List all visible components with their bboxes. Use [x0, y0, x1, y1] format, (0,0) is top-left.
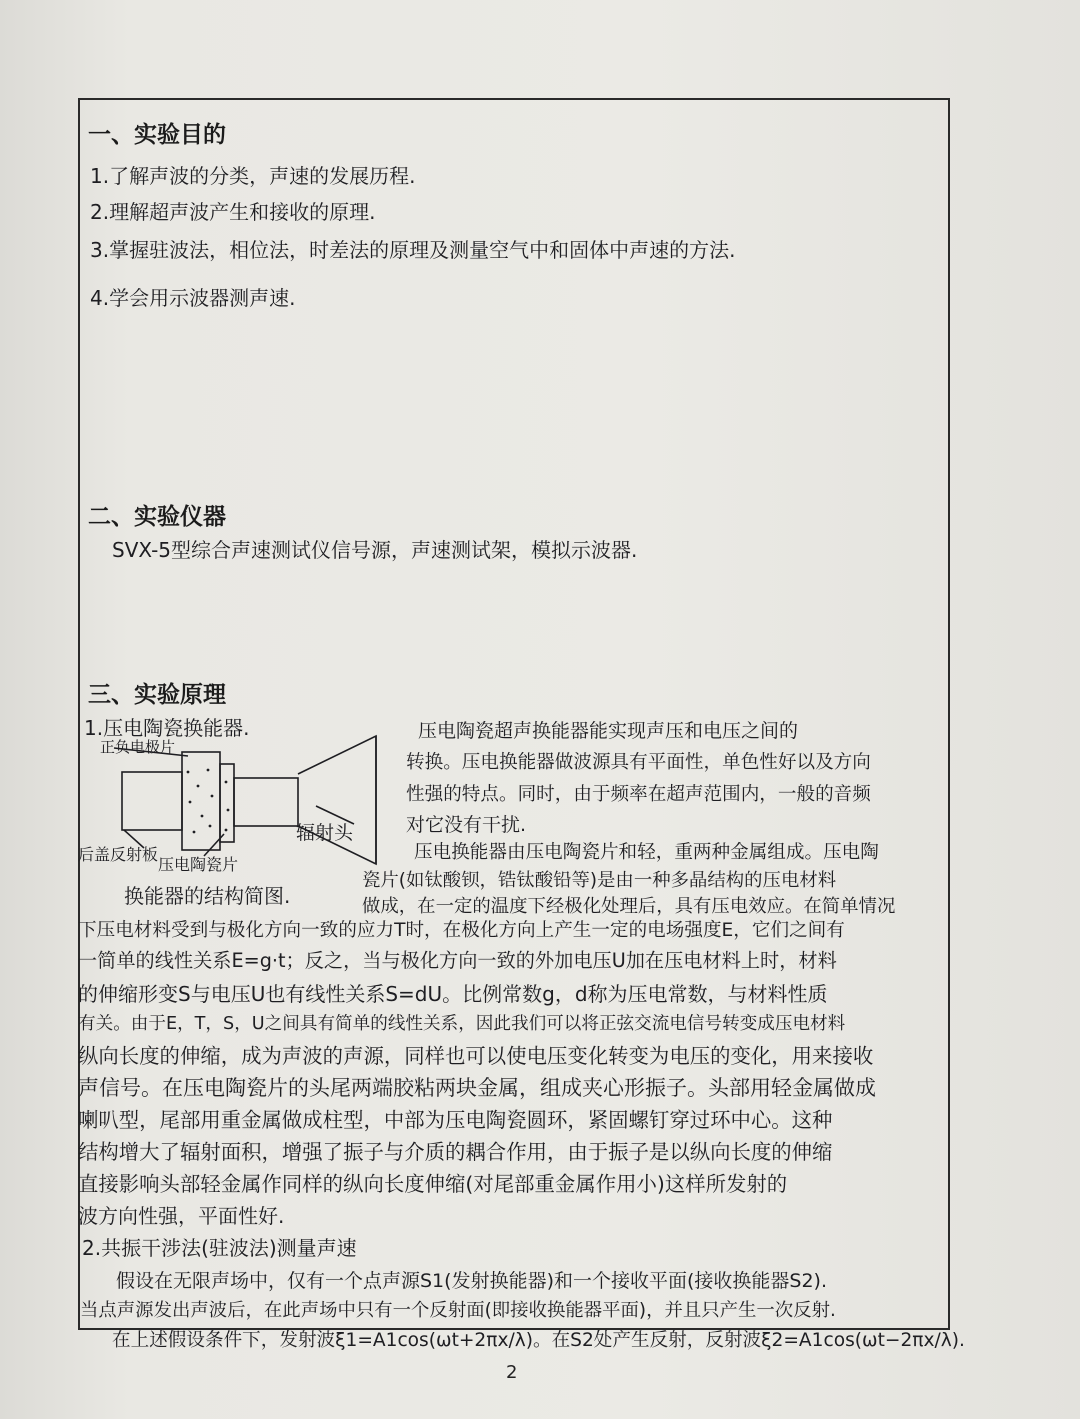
- bolt-section: [234, 778, 298, 826]
- body-line-1: 下压电材料受到与极化方向一致的应力T时，在极化方向上产生一定的电场强度E，它们之间有: [78, 920, 845, 941]
- body-line-8: 结构增大了辐射面积，增强了振子与介质的耦合作用，由于振子是以纵向长度的伸缩: [78, 1140, 833, 1164]
- final-line-1: 假设在无限声场中，仅有一个点声源S1(发射换能器)和一个接收平面(接收换能器S2).: [116, 1270, 827, 1292]
- label-ceramic: 压电陶瓷片: [158, 855, 239, 874]
- final-line-3: 在上述假设条件下，发射波ξ1=A1cos(ωt+2πx/λ)。在S2处产生反射，反射波ξ2=A1cos(ωt−2πx/λ).: [112, 1330, 965, 1351]
- equipment-list: SVX-5型综合声速测试仪信号源，声速测试架，模拟示波器.: [112, 538, 638, 562]
- diagram-caption: 换能器的结构简图.: [124, 884, 291, 908]
- right-line-7: 做成，在一定的温度下经极化处理后，具有压电效应。在简单情况: [362, 896, 896, 917]
- body-line-9: 直接影响头部轻金属作同样的纵向长度伸缩(对尾部重金属作用小)这样所发射的: [78, 1172, 788, 1196]
- body-line-4: 有关。由于E，T，S，U之间具有简单的线性关系，因此我们可以将正弦交流电信号转变成压电材料: [78, 1014, 846, 1034]
- right-line-2: 转换。压电换能器做波源具有平面性，单色性好以及方向: [406, 752, 871, 773]
- right-line-1: 压电陶瓷超声换能器能实现声压和电压之间的: [418, 720, 799, 742]
- body-line-7: 喇叭型，尾部用重金属做成柱型，中部为压电陶瓷圆环，紧固螺钉穿过环中心。这种: [78, 1108, 833, 1132]
- final-line-2: 当点声源发出声波后，在此声场中只有一个反射面(即接收换能器平面)，并且只产生一次反射.: [80, 1300, 836, 1321]
- label-radiator: 辐射头: [296, 822, 354, 844]
- body-line-2: 一简单的线性关系E=g·t；反之，当与极化方向一致的外加电压U加在压电材料上时，材料: [78, 949, 837, 972]
- back-cap-block: [122, 772, 182, 830]
- right-line-4: 对它没有干扰.: [406, 814, 527, 836]
- label-electrode: 正负电极片: [100, 738, 176, 756]
- section1-title: 一、实验目的: [88, 122, 226, 148]
- section2-title: 二、实验仪器: [88, 504, 226, 530]
- subsection2-title: 2.共振干涉法(驻波法)测量声速: [82, 1236, 357, 1260]
- page-number: 2: [506, 1362, 518, 1383]
- label-backcap: 后盖反射板: [78, 845, 159, 864]
- body-line-10: 波方向性强，平面性好.: [78, 1204, 285, 1228]
- objective-2: 2.理解超声波产生和接收的原理.: [90, 200, 376, 224]
- right-line-5: 压电换能器由压电陶瓷片和轻，重两种金属组成。压电陶: [414, 842, 879, 863]
- objective-4: 4.学会用示波器测声速.: [90, 286, 296, 310]
- right-line-3: 性强的特点。同时，由于频率在超声范围内，一般的音频: [406, 784, 871, 805]
- body-line-6: 声信号。在压电陶瓷片的头尾两端胶粘两块金属，组成夹心形振子。头部用轻金属做成: [78, 1076, 876, 1100]
- body-line-5: 纵向长度的伸缩，成为声波的声源，同样也可以使电压变化转变为电压的变化，用来接收: [78, 1044, 874, 1068]
- section3-title: 三、实验原理: [88, 682, 226, 708]
- ceramic-ring-left: [182, 752, 220, 850]
- objective-3: 3.掌握驻波法，相位法，时差法的原理及测量空气中和固体中声速的方法.: [90, 238, 736, 262]
- objective-1: 1.了解声波的分类，声速的发展历程.: [90, 164, 416, 188]
- subsection1-title: 1.压电陶瓷换能器.: [84, 716, 250, 740]
- body-line-3: 的伸缩形变S与电压U也有线性关系S=dU。比例常数g，d称为压电常数，与材料性质: [78, 982, 828, 1006]
- right-line-6: 瓷片(如钛酸钡，锆钛酸铅等)是由一种多晶结构的压电材料: [362, 870, 837, 891]
